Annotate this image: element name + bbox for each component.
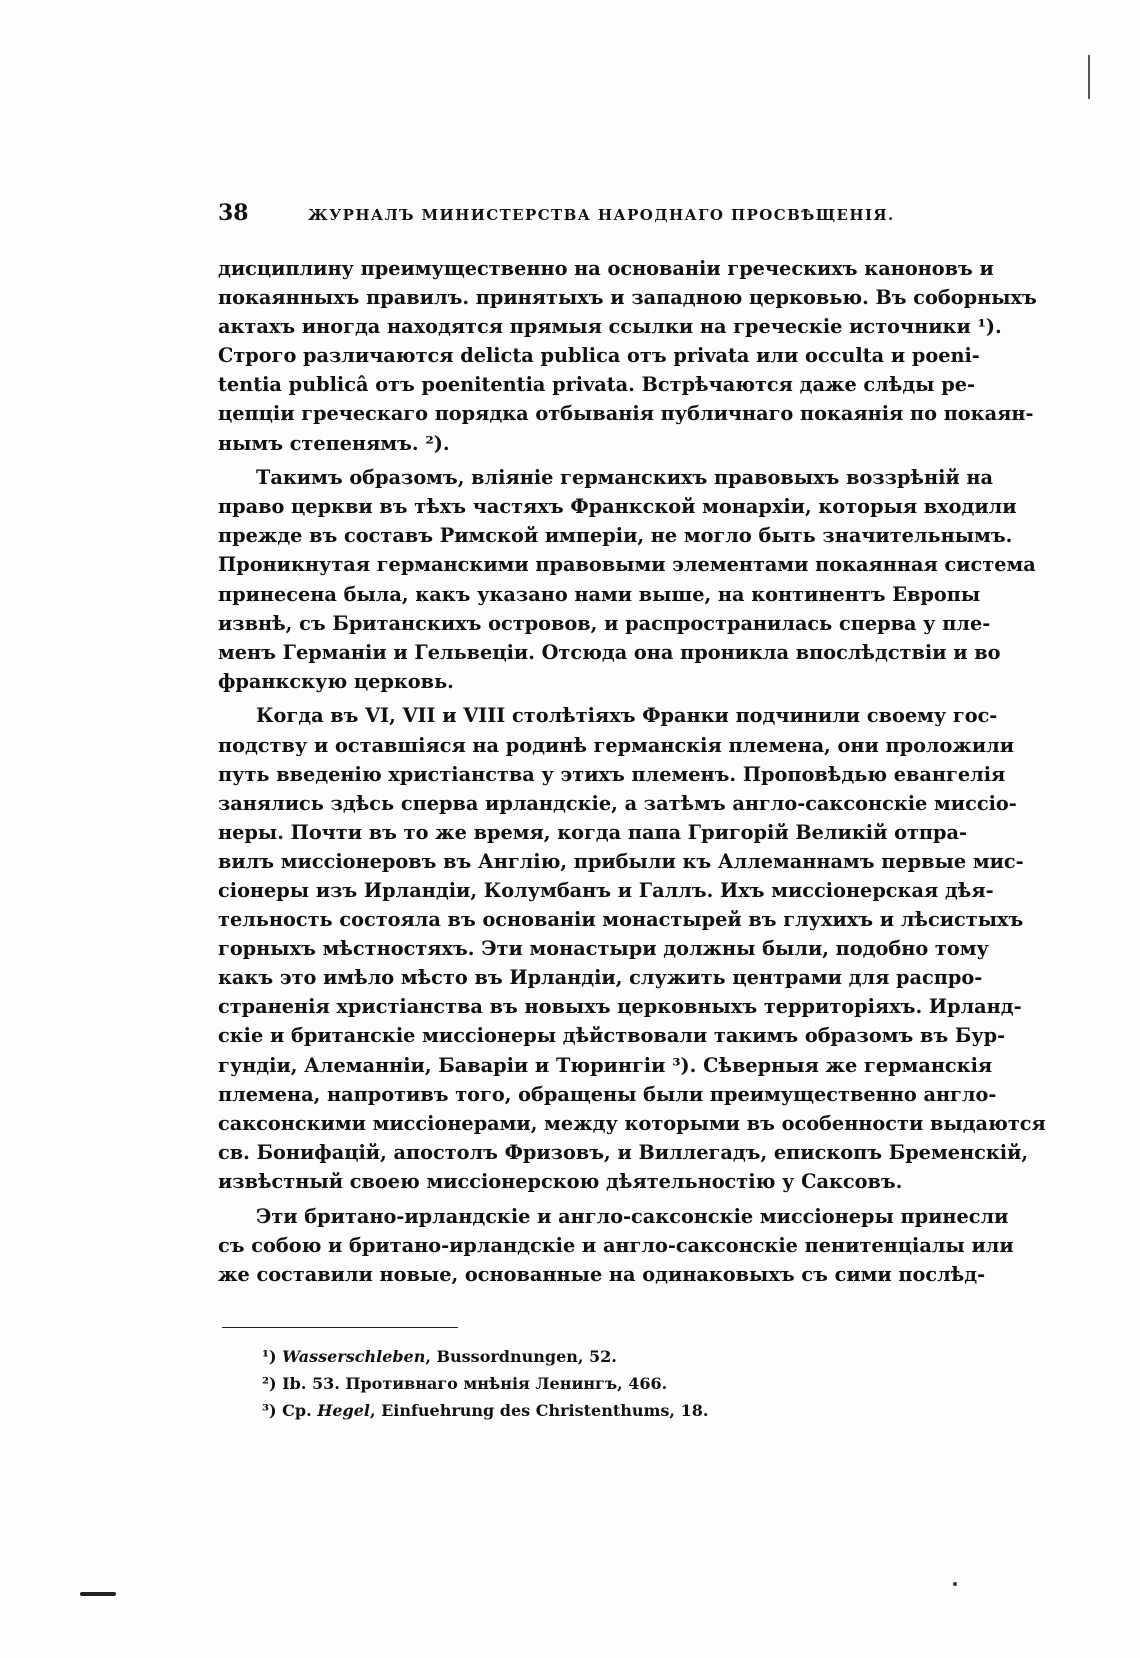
footnote-author: Wasserschleben xyxy=(282,1347,426,1366)
text-line: подству и оставшіяся на родинѣ германскія племена, они проложили xyxy=(218,733,1015,757)
text-line: tentia publicâ отъ poenitentia privata. Встрѣчаются даже слѣды ре- xyxy=(218,373,975,397)
footnote-marker: ³) xyxy=(262,1401,277,1420)
running-title: ЖУРНАЛЪ МИНИСТЕРСТВА НАРОДНАГО ПРОСВѢЩЕНІЯ. xyxy=(308,206,895,224)
footnote-prefix: Ср. xyxy=(282,1401,318,1420)
text-line: извнѣ, съ Британскихъ островов, и распространилась сперва у пле- xyxy=(218,611,991,635)
text-line: св. Бонифацій, апостолъ Фризовъ, и Виллегадъ, епископъ Бременскій, xyxy=(218,1140,1029,1164)
text-line: актахъ иногда находятся прямыя ссылки на греческіе источники ¹). xyxy=(218,315,1002,339)
text-line: племена, напротивъ того, обращены были преимущественно англо- xyxy=(218,1082,997,1106)
text-line: скіе и британскіе миссіонеры дѣйствовали такимъ образомъ въ Бур- xyxy=(218,1024,1006,1048)
body-text xyxy=(218,254,1046,1294)
scan-edge-mark xyxy=(1088,55,1090,99)
footnote-marker: ¹) xyxy=(262,1347,277,1366)
footnote xyxy=(262,1343,862,1370)
text-line: вилъ миссіонеровъ въ Англію, прибыли къ Аллеманнамъ первые мис- xyxy=(218,849,1024,873)
text-line: Строго различаются delicta publica отъ privata или occulta и poeni- xyxy=(218,344,980,368)
text-line: страненія христіанства въ новыхъ церковныхъ территоріяхъ. Ирланд- xyxy=(218,995,1022,1019)
paragraph xyxy=(218,1202,1014,1289)
text-line: покаянныхъ правилъ. принятыхъ и западною церковью. Въ соборныхъ xyxy=(218,286,1037,310)
text-line: неры. Почти въ то же время, когда папа Григорій Великій отпра- xyxy=(218,820,967,844)
text-line: занялись здѣсь сперва ирландскіе, а затѣмъ англо-саксонскіе миссіо- xyxy=(218,791,1017,815)
scan-artifact-dash xyxy=(80,1592,116,1596)
text-line: извѣстный своею миссіонерскою дѣятельностію у Саксовъ. xyxy=(218,1169,903,1193)
footnote-divider xyxy=(222,1327,458,1328)
scan-artifact-dot xyxy=(953,1582,957,1586)
text-line: же составили новые, основанные на одинаковыхъ съ сими послѣд- xyxy=(218,1262,986,1286)
footnote xyxy=(262,1370,862,1397)
text-line: прежде въ составъ Римской имперіи, не могло быть значительнымъ. xyxy=(218,524,1013,548)
text-line: нымъ степенямъ. ²). xyxy=(218,431,450,455)
footnote-text: , Einfuehrung des Christenthums, 18. xyxy=(369,1401,709,1420)
text-line: какъ это имѣло мѣсто въ Ирландіи, служить центрами для распро- xyxy=(218,966,983,990)
paragraph xyxy=(218,701,1046,1196)
footnote-text: Ib. 53. Противнаго мнѣнія Ленингъ, 466. xyxy=(282,1374,668,1393)
footnotes xyxy=(262,1343,862,1424)
text-line: франкскую церковь. xyxy=(218,669,454,693)
text-line: саксонскими миссіонерами, между которыми въ особенности выдаются xyxy=(218,1111,1046,1135)
footnote xyxy=(262,1397,862,1424)
page-number: 38 xyxy=(218,200,249,226)
text-line: гундіи, Алеманніи, Баваріи и Тюрингіи ³). Сѣверныя же германскія xyxy=(218,1053,993,1077)
text-line: сіонеры изъ Ирландіи, Колумбанъ и Галлъ. Ихъ миссіонерская дѣя- xyxy=(218,878,994,902)
text-line: Эти британо-ирландскіе и англо-саксонскіе миссіонеры принесли xyxy=(256,1204,1009,1228)
text-line: менъ Германіи и Гельвеціи. Отсюда она проникла впослѣдствіи и во xyxy=(218,640,1001,664)
text-line: съ собою и британо-ирландскіе и англо-саксонскіе пенитенціалы или xyxy=(218,1233,1014,1257)
footnote-marker: ²) xyxy=(262,1374,277,1393)
text-line: право церкви въ тѣхъ частяхъ Франкской монархіи, которыя входили xyxy=(218,495,1017,519)
text-line: цепціи греческаго порядка отбыванія публичнаго покаянія по покаян- xyxy=(218,402,1034,426)
text-line: тельность состояла въ основаніи монастырей въ глухихъ и лѣсистыхъ xyxy=(218,908,1024,932)
text-line: дисциплину преимущественно на основаніи греческихъ каноновъ и xyxy=(218,257,994,280)
paragraph xyxy=(218,463,1036,696)
text-line: Проникнутая германскими правовыми элементами покаянная система xyxy=(218,553,1036,577)
page-header xyxy=(218,200,938,230)
text-line: Когда въ VI, VII и VIII столѣтіяхъ Франки подчинили своему гос- xyxy=(256,704,998,728)
text-line: горныхъ мѣстностяхъ. Эти монастыри должны были, подобно тому xyxy=(218,937,989,961)
footnote-author: Hegel xyxy=(317,1401,370,1420)
text-line: путь введенію христіанства у этихъ племенъ. Проповѣдью евангелія xyxy=(218,762,1006,786)
paragraph xyxy=(218,254,1037,458)
text-line: Такимъ образомъ, вліяніе германскихъ правовыхъ воззрѣній на xyxy=(256,466,994,490)
text-line: принесена была, какъ указано нами выше, на континентъ Европы xyxy=(218,582,981,606)
footnote-text: , Bussordnungen, 52. xyxy=(425,1347,617,1366)
